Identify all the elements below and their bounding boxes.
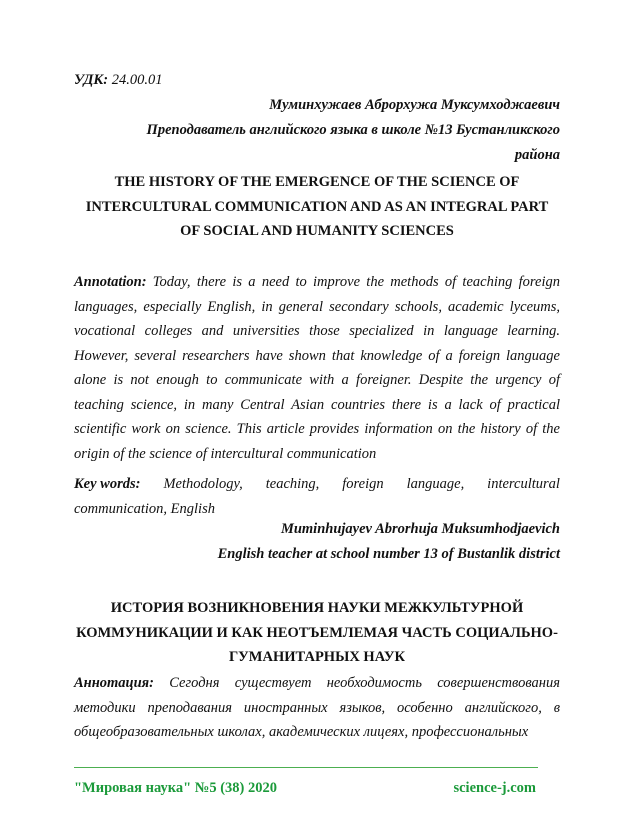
keyword-5: intercultural bbox=[487, 476, 560, 492]
title-ru-line3: ГУМАНИТАРНЫХ НАУК bbox=[228, 649, 406, 665]
keyword-4: language, bbox=[406, 476, 465, 492]
keyword-2: teaching, bbox=[265, 476, 320, 492]
author-position-ru-line1: Преподаватель английского языка в школе №13 Бустанликского bbox=[146, 122, 560, 138]
keywords-en bbox=[74, 472, 560, 521]
title-ru-line1: ИСТОРИЯ ВОЗНИКНОВЕНИЯ НАУКИ МЕЖКУЛЬТУРНОЙ bbox=[110, 600, 524, 616]
author-position-en: English teacher at school number 13 of Bustanlik district bbox=[217, 546, 560, 562]
footer-site-link[interactable]: science-j.com bbox=[453, 780, 536, 796]
annotation-ru bbox=[74, 671, 560, 745]
keywords-en-row1 bbox=[74, 472, 560, 497]
keywords-en-label: Key words: bbox=[74, 476, 141, 492]
keywords-en-row2: communication, English bbox=[74, 500, 215, 517]
title-en-line3: OF SOCIAL AND HUMANITY SCIENCES bbox=[180, 223, 454, 239]
udc-label: УДК: bbox=[74, 72, 109, 88]
udc-line bbox=[74, 72, 162, 89]
udc-value: 24.00.01 bbox=[108, 72, 163, 88]
footer-journal: "Мировая наука" №5 (38) 2020 bbox=[74, 780, 277, 796]
title-en-line2: INTERCULTURAL COMMUNICATION AND AS AN INTEGRAL PART bbox=[85, 198, 549, 215]
title-ru bbox=[60, 596, 574, 670]
annotation-en bbox=[74, 270, 560, 466]
author-name-en: Muminhujayev Abrorhuja Muksumhodjaevich bbox=[280, 521, 560, 537]
keyword-1: Methodology, bbox=[163, 476, 243, 492]
author-position-ru-line2: района bbox=[514, 147, 560, 163]
title-en-line1: THE HISTORY OF THE EMERGENCE OF THE SCIENCE OF bbox=[114, 174, 520, 190]
annotation-ru-text: Сегодня существует необходимость совершенствования методики преподавания иностранных языков, особенно английского, в общеобразовательных школах, академических лицеях, профессиональных bbox=[74, 675, 560, 740]
annotation-en-label: Annotation: bbox=[74, 274, 147, 290]
author-name-ru: Муминхужаев Аброрхужа Муксумходжаевич bbox=[269, 97, 560, 113]
annotation-ru-label: Аннотация: bbox=[74, 675, 154, 691]
title-ru-line2: КОММУНИКАЦИИ И КАК НЕОТЪЕМЛЕМАЯ ЧАСТЬ СОЦИАЛЬНО- bbox=[76, 624, 558, 641]
footer-divider bbox=[74, 767, 538, 768]
annotation-en-text: Today, there is a need to improve the methods of teaching foreign languages, especially English, in general secondary schools, academic lyceums, vocational colleges and universities those specialized in language learning. However, several researchers have shown that knowledge of a foreign language alone is not enough to communicate with a foreigner. Despite the urgency of teaching science, in many Central Asian countries there is a lack of practical scientific work on science. This article provides information on the history of the origin of the science of intercultural communication bbox=[74, 274, 560, 462]
keyword-3: foreign bbox=[342, 476, 384, 492]
title-en bbox=[60, 170, 574, 244]
